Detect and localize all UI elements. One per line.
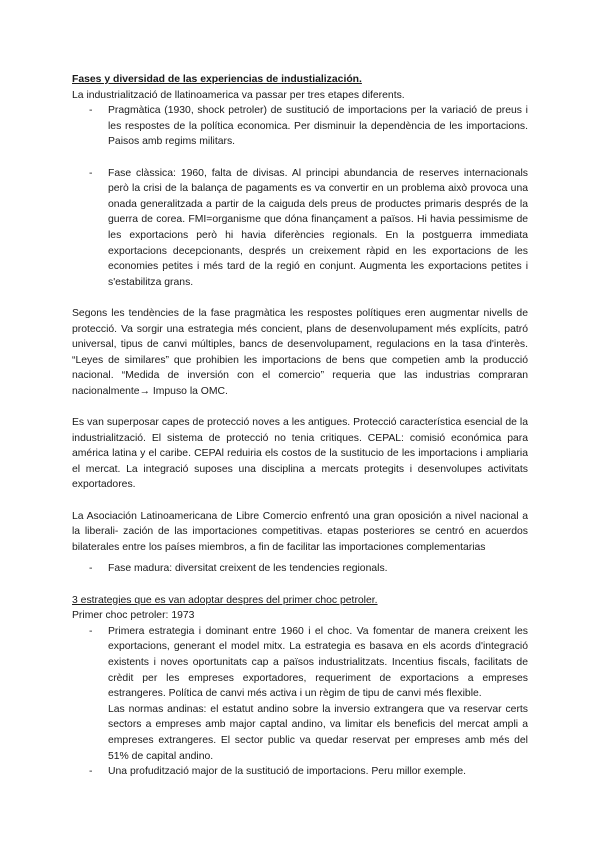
intro-text: La industrialització de llatinoamerica va passar per tres etapes diferents. (72, 89, 405, 101)
dash-bullet: - (89, 766, 93, 778)
list-item-text-andinas: Las normas andinas: el estatut andino sobre la inversio extrangera que va reservar certs sectors a empreses amb major captal andino, va limitar els beneficis del mercat ampli a empreses extrangeres. El sector public va quedar reservat per empreses amb més del 51% de capital andino. (108, 703, 528, 762)
paragraph-alalc: La Asociación Latinoamericana de Libre Comercio enfrentó una gran oposición a nivel nacional a la liberali- zación de las importaciones competitivas. etapas posteriores se centró en acuerdos bilaterales entre los países miembros, a fin de facilitar las importaciones complementarias (72, 510, 528, 553)
list-item-text: Fase clàssica: 1960, falta de divisas. Al principi abundancia de reserves internacionals però la crisi de la balança de pagaments es va convertir en un problema això provoca una onada generalitzada a partir de la caiguda dels preus de productes primaris després de la guerra de corea. FMI=organisme que dóna finançament a països. Hi havia pessimisme de les exportacions però hi havia diferències regionals. En la postguerra immediata exportacions decepcionants, després un creixement ràpid en les exportacions de les economies petites i més tard de la regió en conjunt. Augmenta les exportacions petites i s'estabilitza grans. (108, 167, 528, 288)
section-heading: 3 estrategies que es van adoptar despres del primer choc petroler. (72, 594, 378, 606)
list-item-pragmatica (72, 103, 528, 150)
list-item-text: Una profudització major de la sustitució de importacions. Peru millor exemple. (108, 766, 467, 778)
dash-bullet: - (89, 167, 93, 179)
list-item-text: Primera estrategia i dominant entre 1960 i el choc. Va fomentar de manera creixent les exportacions, generant el model mitx. La estrategia es basava en els acords d'integració existents i noves oportunitats cap a països industrialitzats. Incentius fiscals, facilitats de crèdit per les empreses exportadores, requeriment de exportacions a empreses estrangeres. Política de canvi més activa i un règim de tipu de canvi més flexible. (108, 625, 528, 700)
paragraph-proteccio: Es van superposar capes de protecció noves a les antigues. Protecció característica esencial de la industrialització. El sistema de protecció no tenia critiques. CEPAL: comisió económica para américa latina y el caribe. CEPAl reduiria els costos de la sustitucio de les importacions i ampliaria el mercat. La integració suposes una disciplina a mercats protegits i desenvolupes activitats exportadores. (72, 417, 528, 491)
list-item-fase-classica (72, 166, 528, 291)
document-body (72, 72, 528, 780)
list-item-primera-estrategia (72, 624, 528, 764)
list-item-segona-estrategia (72, 764, 528, 780)
list-item-text: Fase madura: diversitat creixent de les tendencies regionals. (108, 563, 388, 575)
list-item-text: Pragmàtica (1930, shock petroler) de sustitució de importacions per la variació de preus i les respostes de la política economica. Per disminuir la dependència de les importacions. Paisos amb regims militars. (108, 105, 528, 148)
dash-bullet: - (89, 563, 93, 575)
dash-bullet: - (89, 105, 93, 117)
dash-bullet: - (89, 625, 93, 637)
paragraph-tendencies: Segons les tendències de la fase pragmàtica les respostes polítiques eren augmentar nivells de protecció. Va sorgir una estrategia més concient, plans de desenvolupament més explícits, patró universal, tipus de canvi múltiples, bancs de desenvolupament, regulacions en la tasa d'interès. “Leyes de similares” que prohibien les importacions de bens que competien amb la producció nacional. “Medida de inversión con el comercio” requeria que las industrias compraran nacionalmente→ Impuso la OMC. (72, 307, 528, 397)
list-item-fase-madura (72, 561, 528, 577)
page-title: Fases y diversidad de las experiencias de industialización. (72, 74, 362, 85)
section-subheading: Primer choc petroler: 1973 (72, 610, 195, 622)
